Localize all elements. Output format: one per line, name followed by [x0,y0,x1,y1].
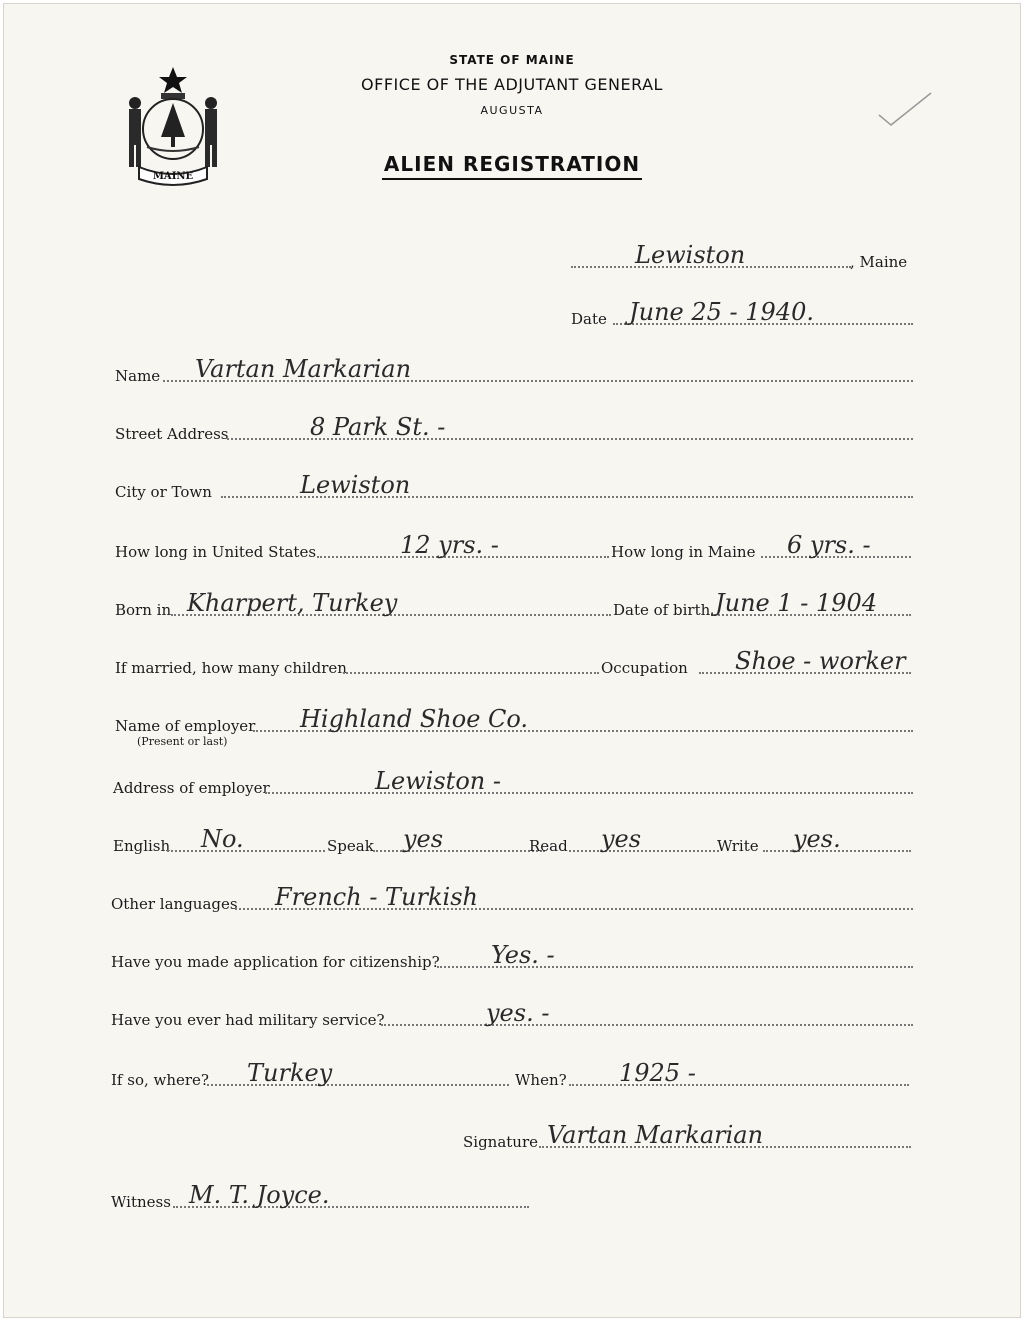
signature-label: Signature [463,1133,539,1151]
other-languages-label: Other languages [111,895,238,913]
where-label: If so, where? [111,1071,209,1089]
place-suffix: , Maine [850,253,908,271]
city-value[interactable]: Lewiston [300,471,411,499]
header-office: OFFICE OF THE ADJUTANT GENERAL [361,75,663,94]
signature-row [463,1111,913,1151]
date-row [571,288,916,328]
employer-sublabel: (Present or last) [137,735,228,748]
military-value[interactable]: yes. - [486,999,550,1027]
date-of-birth-value[interactable]: June 1 - 1904 [715,589,878,617]
employer-label: Name of employer [115,717,256,735]
street-address-label: Street Address [115,425,229,443]
date-of-birth-label: Date of birth [613,601,711,619]
how-long-maine-value[interactable]: 6 yrs. - [787,531,871,559]
how-long-us-value[interactable]: 12 yrs. - [400,531,499,559]
english-label: English [113,837,171,855]
employer-address-row [113,757,913,797]
write-label: Write [717,837,759,855]
read-label: Read [529,837,568,855]
form-title: ALIEN REGISTRATION [3,152,1021,176]
born-in-label: Born in [115,601,172,619]
how-long-maine-label: How long in Maine [611,543,756,561]
residence-row [115,521,915,561]
speak-label: Speak [327,837,374,855]
english-row [113,815,915,855]
employer-address-value[interactable]: Lewiston - [375,767,501,795]
write-value[interactable]: yes. [793,825,841,853]
name-label: Name [115,367,161,385]
city-label: City or Town [115,483,212,501]
read-value[interactable]: yes [601,825,642,853]
witness-value[interactable]: M. T. Joyce. [189,1181,330,1209]
english-value[interactable]: No. [201,825,244,853]
seal-text: MAINE [152,171,194,182]
city-row [115,461,915,501]
how-long-us-label: How long in United States [115,543,317,561]
children-label: If married, how many children [115,659,347,677]
birth-row [115,579,915,619]
date-label: Date [571,310,607,328]
when-value[interactable]: 1925 - [619,1059,696,1087]
street-address-row [115,403,915,443]
employer-value[interactable]: Highland Shoe Co. [300,705,529,733]
header-state: STATE OF MAINE [449,53,575,67]
witness-row [111,1171,531,1211]
signature-value[interactable]: Vartan Markarian [547,1121,764,1149]
employer-address-label: Address of employer [113,779,270,797]
when-label: When? [515,1071,567,1089]
street-address-value[interactable]: 8 Park St. - [310,413,446,441]
citizenship-row [111,931,915,971]
name-row [115,345,915,385]
military-label: Have you ever had military service? [111,1011,385,1029]
where-value[interactable]: Turkey [247,1059,333,1087]
other-languages-value[interactable]: French - Turkish [275,883,478,911]
children-occupation-row [115,637,915,677]
name-value[interactable]: Vartan Markarian [195,355,412,383]
occupation-value[interactable]: Shoe - worker [735,647,906,675]
date-value[interactable]: June 25 - 1940. [629,298,814,326]
witness-label: Witness [111,1193,171,1211]
alien-registration-form [3,3,1021,1318]
speak-value[interactable]: yes [403,825,444,853]
citizenship-value[interactable]: Yes. - [491,941,555,969]
employer-row [115,695,915,748]
where-when-row [111,1049,911,1089]
military-row [111,989,915,1029]
header-city: AUGUSTA [480,104,544,117]
born-in-value[interactable]: Kharpert, Turkey [187,589,398,617]
citizenship-label: Have you made application for citizenship? [111,953,440,971]
occupation-label: Occupation [601,659,688,677]
place-row [563,231,923,271]
place-value[interactable]: Lewiston [635,241,746,269]
other-languages-row [111,873,915,913]
